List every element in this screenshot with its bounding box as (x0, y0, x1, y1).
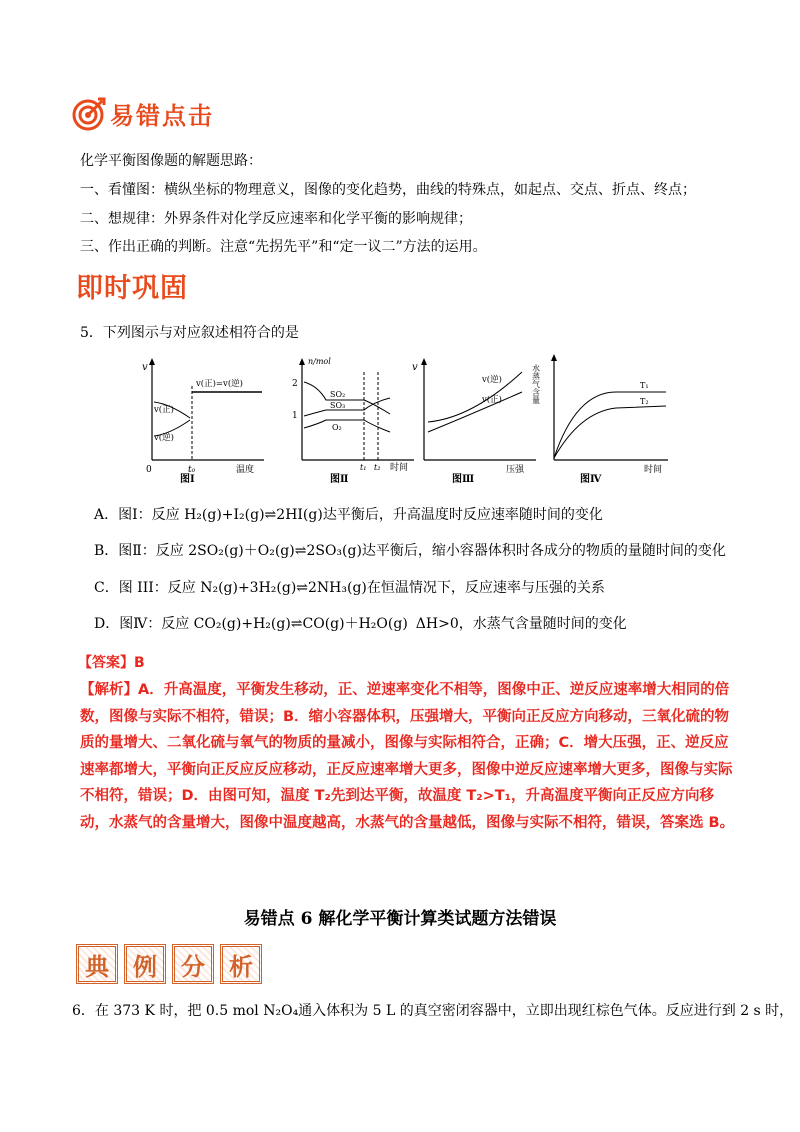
intro-step-1: 一、看懂图：横纵坐标的物理意义，图像的变化趋势，曲线的特殊点，如起点、交点、折点、终点； (80, 182, 696, 198)
banner3-char-3: 分 (172, 944, 214, 984)
banner-example-analysis (76, 944, 262, 984)
fig1-t0: t₀ (188, 465, 196, 475)
option-c-text: 在恒温情况下，反应速率与压强的关系 (366, 580, 605, 596)
fig4-xlabel: 时间 (644, 465, 663, 475)
fig2-ylabel: n/mol (308, 357, 331, 366)
option-c-label: C．图 III：反应 (94, 580, 201, 596)
question-5-stem: 5．下列图示与对应叙述相符合的是 (80, 325, 299, 341)
answer: 【答案】B (78, 655, 145, 671)
banner3-char-1: 典 (76, 944, 118, 984)
option-b-text: 达平衡后，缩小容器体积时各成分的物质的量随时间的变化 (361, 543, 726, 559)
banner-consolidation (76, 266, 188, 305)
fig1-caption: 图Ⅰ (180, 474, 195, 485)
fig1-curve-bottom: v(逆) (154, 433, 174, 443)
banner-title: 易错点击 (110, 102, 214, 130)
option-b-equation: 2SO₂(g)＋O₂(g)⇌2SO₃(g) (188, 543, 362, 559)
fig1-origin: 0 (146, 465, 152, 475)
figure-1 (140, 352, 270, 485)
fig3-ylabel: v (412, 362, 418, 373)
explanation: 【解析】A．升高温度，平衡发生移动，正、逆速率变化不相等，图像中正、逆反应速率增大相同的倍数，图像与实际不相符，错误；B．缩小容器体积，压强增大，平衡向正反应方向移动，三氧化硫的物质的量增大、二氧化硫与氧气的物质的量减小，图像与实际相符合，正确；C．增大压强，正、逆反应速率都增大，平衡向正反应反应移动，正反应速率增大更多，图像中逆反应速率增大更多，图像与实际不相符，错误；D．由图可知，温度 T₂先到达平衡，故温度 T₂>T₁，升高温度平衡向正反应方向移动，水蒸气的含量增大，图像中温度越高，水蒸气的含量越低，图像与实际不相符，错误，答案选 B。 (80, 682, 735, 831)
banner3-char-2: 例 (124, 944, 166, 984)
intro-title: 化学平衡图像题的解题思路： (80, 153, 262, 169)
option-d-equation: CO₂(g)+H₂(g)⇌CO(g)＋H₂O(g) (193, 616, 408, 632)
fig4-t2: T₂ (640, 397, 649, 406)
fig2-caption: 图Ⅱ (330, 474, 349, 485)
fig2-y1: 1 (292, 411, 298, 421)
option-a-text: 达平衡后，升高温度时反应速率随时间的变化 (322, 507, 603, 523)
option-d-label: D．图Ⅳ：反应 (94, 616, 194, 632)
fig2-t1: t₁ (360, 463, 367, 472)
option-a (94, 504, 603, 526)
option-a-equation: H₂(g)+I₂(g)⇌2HI(g) (184, 507, 323, 523)
option-d-text: ΔH>0，水蒸气含量随时间的变化 (415, 616, 627, 632)
fig3-curve-2: v(正) (482, 395, 502, 405)
fig2-o2: O₂ (332, 423, 342, 432)
fig3-curve-1: v(逆) (482, 375, 502, 385)
option-d (94, 613, 627, 635)
intro-step-2: 二、想规律：外界条件对化学反应速率和化学平衡的影响规律； (80, 211, 472, 227)
fig2-y2: 2 (292, 379, 298, 389)
fig1-ylabel: v (142, 362, 148, 373)
banner3-char-4: 析 (220, 944, 262, 984)
option-c (94, 577, 605, 599)
fig3-xlabel: 压强 (506, 465, 525, 475)
fig4-ylabel: 水蒸气含量 (531, 364, 541, 404)
option-b-label: B．图Ⅱ：反应 (94, 543, 189, 559)
figure-4 (531, 352, 676, 485)
fig4-t1: T₁ (640, 381, 649, 390)
target-arrow-icon (72, 97, 106, 131)
fig2-xlabel: 时间 (390, 463, 409, 473)
fig1-equal: v(正)=v(逆) (196, 379, 243, 389)
question-5-figures (140, 352, 680, 485)
fig1-xlabel: 温度 (236, 465, 255, 475)
option-a-label: A．图Ⅰ：反应 (94, 507, 185, 523)
fig4-caption: 图Ⅳ (580, 474, 602, 485)
fig2-so2: SO₂ (330, 390, 346, 399)
banner2-title: 即时巩固 (76, 273, 188, 304)
fig2-t2: t₂ (374, 463, 381, 472)
fig3-caption: 图Ⅲ (452, 474, 475, 485)
banner-error-points (72, 96, 214, 131)
section-6-title: 易错点 6 解化学平衡计算类试题方法错误 (243, 909, 557, 929)
question-6-stem: 6．在 373 K 时，把 0.5 mol N₂O₄通入体积为 5 L 的真空密闭容器中，立即出现红棕色气体。反应进行到 2 s 时， (72, 1003, 794, 1019)
option-c-equation: N₂(g)+3H₂(g)⇌2NH₃(g) (200, 580, 367, 596)
fig2-so3: SO₃ (330, 401, 346, 410)
figure-3 (412, 352, 542, 485)
fig1-curve-top: v(正) (154, 405, 174, 415)
option-b (94, 540, 726, 562)
figure-2 (290, 352, 420, 485)
intro-step-3: 三、作出正确的判断。注意“先拐先平”和“定一议二”方法的运用。 (80, 239, 487, 255)
